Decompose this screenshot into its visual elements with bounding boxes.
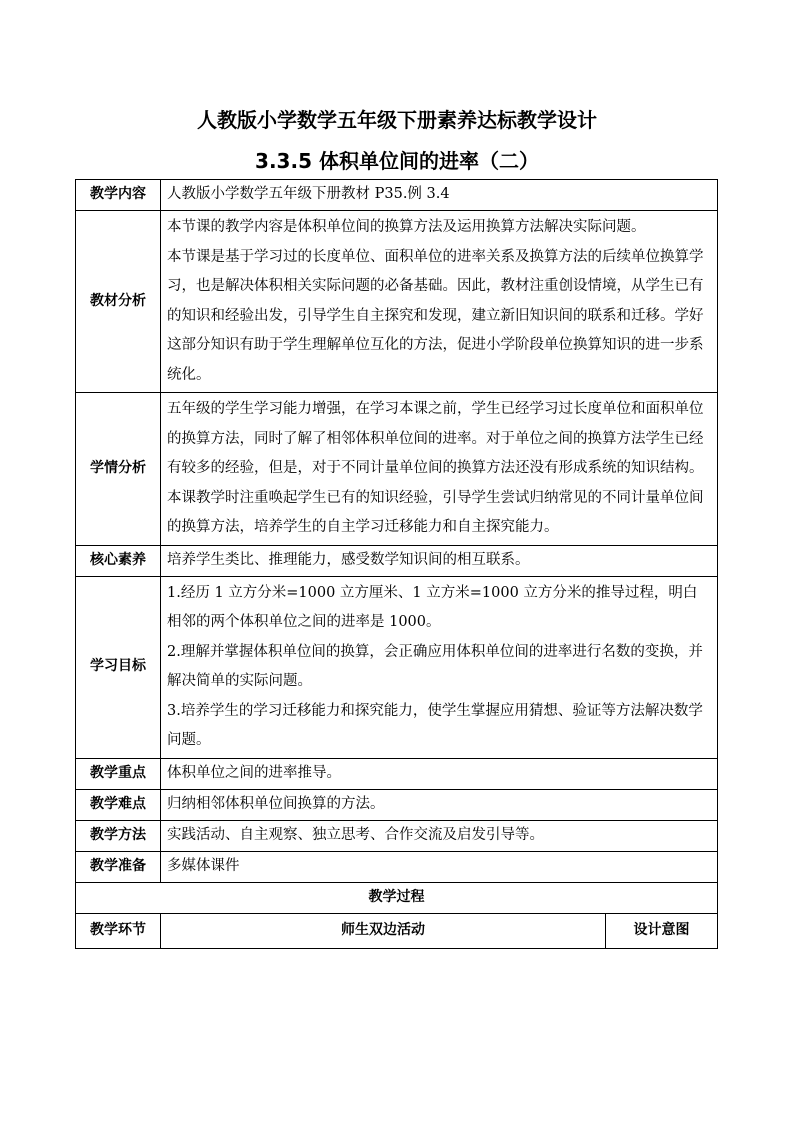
header-teaching-stage: 教学环节 xyxy=(76,913,161,948)
value-teaching-content: 人教版小学数学五年级下册教材 P35.例 3.4 xyxy=(161,180,718,211)
value-key-point: 体积单位之间的进率推导。 xyxy=(161,758,718,789)
label-teaching-process: 教学过程 xyxy=(76,882,718,913)
row-method xyxy=(76,820,718,851)
row-key-point xyxy=(76,758,718,789)
label-learning-goals: 学习目标 xyxy=(76,576,161,758)
label-difficulty: 教学难点 xyxy=(76,789,161,820)
row-learning-goals xyxy=(76,576,718,758)
row-difficulty xyxy=(76,789,718,820)
material-paragraph-2: 本节课是基于学习过的长度单位、面积单位的进率关系及换算方法的后续单位换算学习，也是解决体积相关实际问题的必备基础。因此，教材注重创设情境，从学生已有的知识和经验出发，引导学生自主探究和发现，建立新旧知识间的联系和迁移。学好这部分知识有助于学生理解单位互化的方法，促进小学阶段单位换算知识的进一步系统化。 xyxy=(167,248,704,383)
value-core-literacy: 培养学生类比、推理能力，感受数学知识间的相互联系。 xyxy=(161,545,718,576)
label-preparation: 教学准备 xyxy=(76,851,161,882)
row-student-analysis xyxy=(76,393,718,546)
lesson-plan-table xyxy=(75,179,718,949)
row-core-literacy xyxy=(76,545,718,576)
row-teaching-content xyxy=(76,180,718,211)
header-design-intent: 设计意图 xyxy=(606,913,718,948)
document-title: 人教版小学数学五年级下册素养达标教学设计 xyxy=(197,108,597,132)
row-column-headers xyxy=(76,913,718,948)
value-difficulty: 归纳相邻体积单位间换算的方法。 xyxy=(161,789,718,820)
label-material-analysis: 教材分析 xyxy=(76,211,161,393)
document-subtitle: 3.3.5 体积单位间的进率（二） xyxy=(255,149,539,173)
goal-item-2: 2.理解并掌握体积单位间的换算，会正确应用体积单位间的进率进行名数的变换，并解决简单的实际问题。 xyxy=(167,643,703,689)
value-learning-goals xyxy=(161,576,718,758)
row-process-header xyxy=(76,882,718,913)
row-preparation xyxy=(76,851,718,882)
label-teaching-content: 教学内容 xyxy=(76,180,161,211)
header-activities: 师生双边活动 xyxy=(161,913,606,948)
value-method: 实践活动、自主观察、独立思考、合作交流及启发引导等。 xyxy=(161,820,718,851)
label-student-analysis: 学情分析 xyxy=(76,393,161,546)
label-method: 教学方法 xyxy=(76,820,161,851)
label-core-literacy: 核心素养 xyxy=(76,545,161,576)
value-preparation: 多媒体课件 xyxy=(161,851,718,882)
row-material-analysis xyxy=(76,211,718,393)
goal-item-3: 3.培养学生的学习迁移能力和探究能力，使学生掌握应用猜想、验证等方法解决数学问题。 xyxy=(167,702,703,748)
material-paragraph-1: 本节课的教学内容是体积单位间的换算方法及运用换算方法解决实际问题。 xyxy=(167,219,646,235)
value-material-analysis xyxy=(161,211,718,393)
value-student-analysis: 五年级的学生学习能力增强，在学习本课之前，学生已经学习过长度单位和面积单位的换算方法，同时了解了相邻体积单位间的进率。对于单位之间的换算方法学生已经有较多的经验，但是，对于不同计量单位间的换算方法还没有形成系统的知识结构。本课教学时注重唤起学生已有的知识经验，引导学生尝试归纳常见的不同计量单位间的换算方法，培养学生的自主学习迁移能力和自主探究能力。 xyxy=(161,393,718,546)
label-key-point: 教学重点 xyxy=(76,758,161,789)
goal-item-1: 1.经历 1 立方分米=1000 立方厘米、1 立方米=1000 立方分米的推导过程，明白相邻的两个体积单位之间的进率是 1000。 xyxy=(167,584,698,630)
